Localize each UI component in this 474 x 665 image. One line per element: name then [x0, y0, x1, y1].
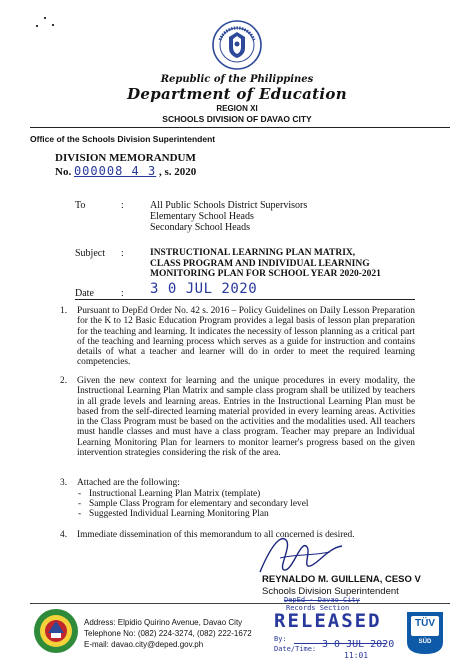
to-recipient: Elementary School Heads [150, 211, 254, 222]
paragraph-text: Immediate dissemination of this memorandum to all concerned is desired. [77, 530, 355, 540]
subject-line: CLASS PROGRAM AND INDIVIDUAL LEARNING [150, 258, 370, 269]
paragraph-number: 1. [60, 306, 68, 316]
email-link[interactable]: E-mail: davao.city@deped.gov.ph [84, 640, 204, 649]
to-recipients [150, 200, 307, 233]
attachment-item: - Sample Class Program for elementary and secondary level [78, 499, 308, 509]
stamp-time-value: 11:01 [344, 651, 369, 660]
tuv-badge-icon [405, 610, 445, 656]
paragraph-number: 4. [60, 530, 68, 540]
header-rule [30, 127, 450, 128]
stamp-by-label: By: [274, 635, 287, 643]
tuv-badge-sub: SÜD [418, 639, 432, 645]
signatory-name: REYNALDO M. GUILLENA, CESO V [262, 574, 421, 585]
region-label: REGION XI [216, 104, 258, 113]
subject-text [150, 248, 381, 280]
signatory-title: Schools Division Superintendent [262, 586, 399, 597]
memo-number-row [55, 164, 196, 178]
stamp-unit: Records Section [286, 604, 350, 612]
attachment-list [78, 489, 308, 520]
paragraph-text: Given the new context for learning and the unique procedures in every modality, the Instructional Learning Plan Matrix and sample class program shall be utilized by teachers in all grade levels and learning areas. Entries in the Instructional Learning Plan must be based from the self-directed learning material provided in every learning areas. Activities in the Class Program must be based on the activities and the modalities used. All teachers must handle classes and must have a class program. Teacher may prepare an Individual Learning Monitoring Plan for learners to monitor learner's progress based on the given intervention strategies considering the risk of the area. [77, 376, 415, 459]
paragraph-4 [60, 530, 415, 542]
footer-address [84, 617, 252, 650]
stamp-date-value: 3 0 JUL 2020 [322, 639, 395, 650]
memo-title: DIVISION MEMORANDUM [55, 152, 196, 164]
attachment-item: - Suggested Individual Learning Monitoring Plan [78, 509, 308, 519]
republic-line: Republic of the Philippines [160, 74, 314, 85]
stamp-word: RELEASED [274, 610, 382, 632]
subject-line: INSTRUCTIONAL LEARNING PLAN MATRIX, [150, 248, 356, 258]
paragraph-text: Pursuant to DepEd Order No. 42 s. 2016 – Policy Guidelines on Daily Lesson Preparation for the K to 12 Basic Education Program provides a legal basis of lesson plan preparation for the teaching and learning. It indicates the necessity of lesson planning as a critical part of the teaching and learning process which serves as a guide for instruction and contains details of what a teacher and learner will do in order to meet the required learning competencies. [77, 306, 415, 368]
to-colon: : [121, 200, 124, 211]
subject-label: Subject [75, 248, 105, 259]
memo-series: , s. 2020 [158, 166, 197, 178]
paragraph-1 [60, 306, 415, 370]
paragraph-number: 3. [60, 478, 68, 488]
corner-marks [30, 14, 60, 32]
date-stamp: 3 0 JUL 2020 [150, 281, 258, 297]
tuv-badge-text: TÜV [415, 618, 435, 629]
released-stamp [272, 596, 395, 662]
date-colon: : [121, 288, 124, 299]
to-recipient: All Public Schools District Supervisors [150, 200, 308, 211]
tuv-certification-badge [405, 610, 445, 656]
department-title: Department of Education [127, 85, 347, 103]
telephone-line: Telephone No: (082) 224-3274, (082) 222-1672 [84, 629, 252, 638]
date-label: Date [75, 288, 94, 299]
deped-davao-logo-icon [33, 608, 79, 654]
signature-scribble [250, 528, 350, 578]
to-label: To [75, 200, 86, 211]
paragraph-number: 2. [60, 376, 68, 386]
subject-colon: : [121, 248, 124, 259]
memo-no-label: No. [55, 166, 72, 178]
stamp-datetime-label: Date/Time: [274, 645, 317, 653]
paragraph-text: Attached are the following: [77, 478, 180, 488]
attachment-item: - Instructional Learning Plan Matrix (template) [78, 489, 308, 499]
to-recipient: Secondary School Heads [150, 222, 250, 233]
paragraph-2 [60, 376, 415, 470]
deped-seal-icon [212, 20, 262, 70]
office-label: Office of the Schools Division Superintendent [30, 134, 216, 144]
stamp-office: DepEd - Davao City [284, 596, 360, 604]
address-line: Address: Elpidio Quirino Avenue, Davao City [84, 618, 243, 627]
date-rule [75, 299, 415, 300]
division-label: SCHOOLS DIVISION OF DAVAO CITY [162, 114, 312, 124]
subject-line: MONITORING PLAN FOR SCHOOL YEAR 2020-2021 [150, 269, 381, 279]
memo-no-value: 000008 4 3 [73, 164, 157, 178]
